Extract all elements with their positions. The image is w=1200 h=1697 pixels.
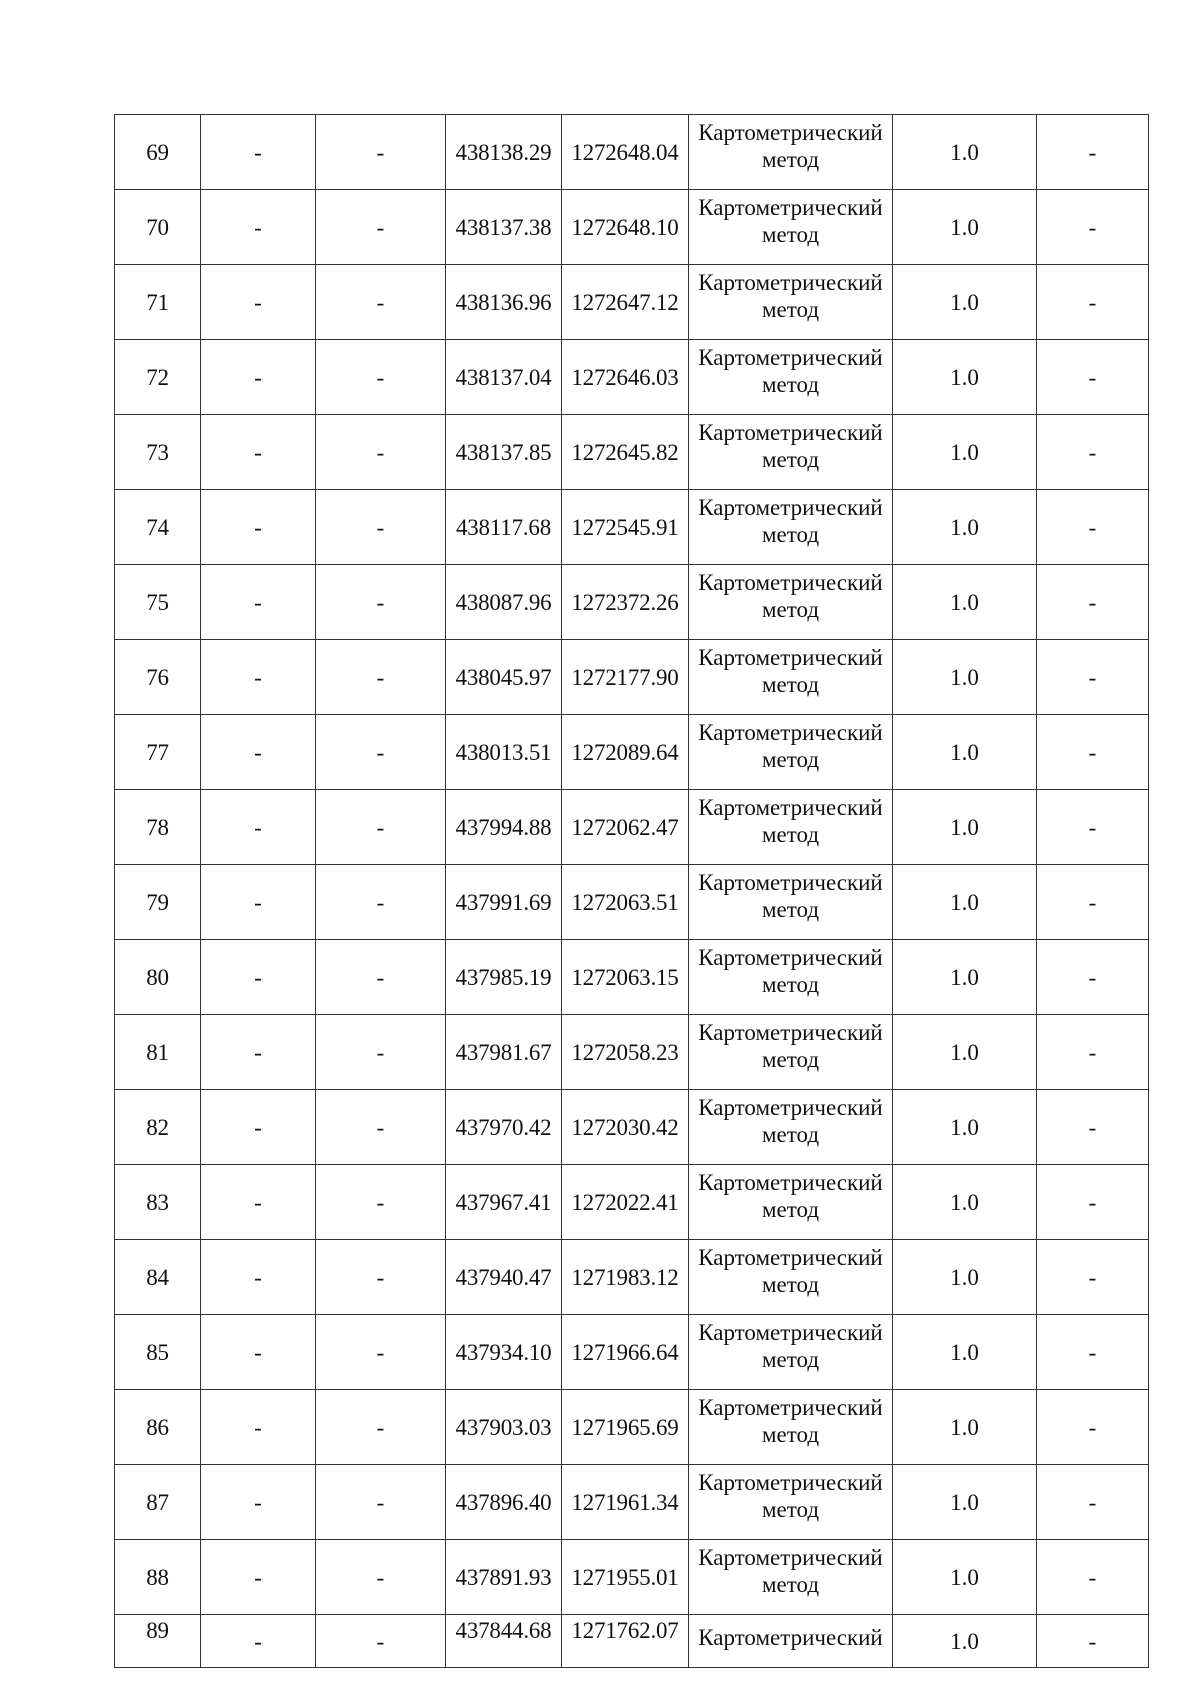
table-row <box>115 640 1149 715</box>
method-cell: Картометрический метод <box>689 1165 893 1240</box>
empty-col-1-cell: - <box>201 1465 316 1540</box>
method-cell: Картометрический метод <box>689 265 893 340</box>
y-coordinate-cell: 1272645.82 <box>562 415 689 490</box>
note-cell: - <box>1037 565 1149 640</box>
point-number-cell: 89 <box>115 1615 201 1668</box>
note-cell: - <box>1037 415 1149 490</box>
y-coordinate-cell: 1272648.04 <box>562 115 689 190</box>
accuracy-cell: 1.0 <box>893 115 1037 190</box>
y-coordinate-cell: 1272058.23 <box>562 1015 689 1090</box>
y-coordinate-cell: 1271965.69 <box>562 1390 689 1465</box>
empty-col-1-cell: - <box>201 790 316 865</box>
accuracy-cell: 1.0 <box>893 715 1037 790</box>
point-number-cell: 77 <box>115 715 201 790</box>
note-cell: - <box>1037 340 1149 415</box>
point-number-cell: 82 <box>115 1090 201 1165</box>
empty-col-2-cell: - <box>316 640 446 715</box>
x-coordinate-cell: 438045.97 <box>446 640 562 715</box>
x-coordinate-cell: 438117.68 <box>446 490 562 565</box>
x-coordinate-cell: 437891.93 <box>446 1540 562 1615</box>
table-row <box>115 490 1149 565</box>
table-row <box>115 115 1149 190</box>
method-cell: Картометрический метод <box>689 1540 893 1615</box>
note-cell: - <box>1037 190 1149 265</box>
method-cell: Картометрический метод <box>689 490 893 565</box>
empty-col-2-cell: - <box>316 1390 446 1465</box>
y-coordinate-cell: 1271966.64 <box>562 1315 689 1390</box>
y-coordinate-cell: 1272372.26 <box>562 565 689 640</box>
empty-col-2-cell: - <box>316 790 446 865</box>
x-coordinate-cell: 438138.29 <box>446 115 562 190</box>
accuracy-cell: 1.0 <box>893 940 1037 1015</box>
empty-col-2-cell: - <box>316 1090 446 1165</box>
empty-col-2-cell: - <box>316 865 446 940</box>
point-number-cell: 72 <box>115 340 201 415</box>
x-coordinate-cell: 438137.04 <box>446 340 562 415</box>
method-cell: Картометрический метод <box>689 1015 893 1090</box>
y-coordinate-cell: 1272089.64 <box>562 715 689 790</box>
method-cell: Картометрический метод <box>689 1240 893 1315</box>
table-row <box>115 265 1149 340</box>
x-coordinate-cell: 437981.67 <box>446 1015 562 1090</box>
empty-col-1-cell: - <box>201 940 316 1015</box>
accuracy-cell: 1.0 <box>893 415 1037 490</box>
method-cell: Картометрический метод <box>689 1465 893 1540</box>
point-number-cell: 73 <box>115 415 201 490</box>
empty-col-1-cell: - <box>201 1090 316 1165</box>
point-number-cell: 85 <box>115 1315 201 1390</box>
empty-col-1-cell: - <box>201 1315 316 1390</box>
empty-col-1-cell: - <box>201 340 316 415</box>
method-cell: Картометрический метод <box>689 1315 893 1390</box>
table-row <box>115 940 1149 1015</box>
y-coordinate-cell: 1272063.51 <box>562 865 689 940</box>
empty-col-1-cell: - <box>201 1015 316 1090</box>
table-row <box>115 1090 1149 1165</box>
y-coordinate-cell: 1271961.34 <box>562 1465 689 1540</box>
empty-col-2-cell: - <box>316 1315 446 1390</box>
point-number-cell: 88 <box>115 1540 201 1615</box>
point-number-cell: 84 <box>115 1240 201 1315</box>
empty-col-2-cell: - <box>316 1240 446 1315</box>
table-row <box>115 415 1149 490</box>
point-number-cell: 71 <box>115 265 201 340</box>
point-number-cell: 75 <box>115 565 201 640</box>
point-number-cell: 81 <box>115 1015 201 1090</box>
x-coordinate-cell: 437934.10 <box>446 1315 562 1390</box>
point-number-cell: 74 <box>115 490 201 565</box>
empty-col-2-cell: - <box>316 115 446 190</box>
note-cell: - <box>1037 640 1149 715</box>
accuracy-cell: 1.0 <box>893 640 1037 715</box>
empty-col-2-cell: - <box>316 415 446 490</box>
method-cell: Картометрический метод <box>689 790 893 865</box>
table-row <box>115 1390 1149 1465</box>
empty-col-1-cell: - <box>201 115 316 190</box>
x-coordinate-cell: 437985.19 <box>446 940 562 1015</box>
note-cell: - <box>1037 715 1149 790</box>
x-coordinate-cell: 438137.38 <box>446 190 562 265</box>
x-coordinate-cell: 437903.03 <box>446 1390 562 1465</box>
method-cell: Картометрический метод <box>689 115 893 190</box>
empty-col-2-cell: - <box>316 1165 446 1240</box>
x-coordinate-cell: 437991.69 <box>446 865 562 940</box>
y-coordinate-cell: 1271762.07 <box>562 1615 689 1668</box>
note-cell: - <box>1037 490 1149 565</box>
accuracy-cell: 1.0 <box>893 340 1037 415</box>
empty-col-2-cell: - <box>316 340 446 415</box>
x-coordinate-cell: 438137.85 <box>446 415 562 490</box>
empty-col-1-cell: - <box>201 715 316 790</box>
note-cell: - <box>1037 1240 1149 1315</box>
empty-col-1-cell: - <box>201 490 316 565</box>
empty-col-2-cell: - <box>316 490 446 565</box>
note-cell: - <box>1037 115 1149 190</box>
table-row <box>115 1315 1149 1390</box>
note-cell: - <box>1037 1540 1149 1615</box>
point-number-cell: 70 <box>115 190 201 265</box>
empty-col-1-cell: - <box>201 1615 316 1668</box>
empty-col-2-cell: - <box>316 715 446 790</box>
x-coordinate-cell: 437896.40 <box>446 1465 562 1540</box>
x-coordinate-cell: 437967.41 <box>446 1165 562 1240</box>
method-cell: Картометрический метод <box>689 340 893 415</box>
point-number-cell: 87 <box>115 1465 201 1540</box>
table-row <box>115 715 1149 790</box>
accuracy-cell: 1.0 <box>893 1540 1037 1615</box>
x-coordinate-cell: 438136.96 <box>446 265 562 340</box>
note-cell: - <box>1037 940 1149 1015</box>
table-row <box>115 340 1149 415</box>
empty-col-1-cell: - <box>201 865 316 940</box>
empty-col-1-cell: - <box>201 1165 316 1240</box>
table-row <box>115 1015 1149 1090</box>
x-coordinate-cell: 437844.68 <box>446 1615 562 1668</box>
empty-col-1-cell: - <box>201 1390 316 1465</box>
x-coordinate-cell: 438087.96 <box>446 565 562 640</box>
accuracy-cell: 1.0 <box>893 1615 1037 1668</box>
y-coordinate-cell: 1272063.15 <box>562 940 689 1015</box>
empty-col-2-cell: - <box>316 1465 446 1540</box>
note-cell: - <box>1037 1090 1149 1165</box>
note-cell: - <box>1037 1315 1149 1390</box>
empty-col-1-cell: - <box>201 415 316 490</box>
point-number-cell: 80 <box>115 940 201 1015</box>
method-cell: Картометрический <box>689 1615 893 1668</box>
table-row <box>115 565 1149 640</box>
table-body <box>115 115 1149 1668</box>
note-cell: - <box>1037 265 1149 340</box>
x-coordinate-cell: 437970.42 <box>446 1090 562 1165</box>
accuracy-cell: 1.0 <box>893 1240 1037 1315</box>
accuracy-cell: 1.0 <box>893 1315 1037 1390</box>
empty-col-2-cell: - <box>316 190 446 265</box>
table-row <box>115 190 1149 265</box>
point-number-cell: 79 <box>115 865 201 940</box>
y-coordinate-cell: 1271983.12 <box>562 1240 689 1315</box>
accuracy-cell: 1.0 <box>893 190 1037 265</box>
method-cell: Картометрический метод <box>689 640 893 715</box>
accuracy-cell: 1.0 <box>893 1015 1037 1090</box>
accuracy-cell: 1.0 <box>893 565 1037 640</box>
x-coordinate-cell: 437994.88 <box>446 790 562 865</box>
table-row <box>115 1540 1149 1615</box>
y-coordinate-cell: 1271955.01 <box>562 1540 689 1615</box>
table-row <box>115 1165 1149 1240</box>
table-row <box>115 1465 1149 1540</box>
note-cell: - <box>1037 1465 1149 1540</box>
note-cell: - <box>1037 1615 1149 1668</box>
method-cell: Картометрический метод <box>689 190 893 265</box>
empty-col-2-cell: - <box>316 1540 446 1615</box>
empty-col-1-cell: - <box>201 565 316 640</box>
y-coordinate-cell: 1272062.47 <box>562 790 689 865</box>
method-cell: Картометрический метод <box>689 940 893 1015</box>
point-number-cell: 76 <box>115 640 201 715</box>
accuracy-cell: 1.0 <box>893 865 1037 940</box>
x-coordinate-cell: 437940.47 <box>446 1240 562 1315</box>
accuracy-cell: 1.0 <box>893 1465 1037 1540</box>
table-row <box>115 1615 1149 1668</box>
y-coordinate-cell: 1272646.03 <box>562 340 689 415</box>
y-coordinate-cell: 1272647.12 <box>562 265 689 340</box>
method-cell: Картометрический метод <box>689 415 893 490</box>
table-row <box>115 1240 1149 1315</box>
empty-col-2-cell: - <box>316 265 446 340</box>
note-cell: - <box>1037 865 1149 940</box>
point-number-cell: 69 <box>115 115 201 190</box>
point-number-cell: 86 <box>115 1390 201 1465</box>
empty-col-1-cell: - <box>201 1540 316 1615</box>
note-cell: - <box>1037 1390 1149 1465</box>
x-coordinate-cell: 438013.51 <box>446 715 562 790</box>
method-cell: Картометрический метод <box>689 565 893 640</box>
empty-col-1-cell: - <box>201 265 316 340</box>
method-cell: Картометрический метод <box>689 1090 893 1165</box>
empty-col-2-cell: - <box>316 565 446 640</box>
y-coordinate-cell: 1272648.10 <box>562 190 689 265</box>
note-cell: - <box>1037 1015 1149 1090</box>
note-cell: - <box>1037 790 1149 865</box>
accuracy-cell: 1.0 <box>893 1165 1037 1240</box>
y-coordinate-cell: 1272545.91 <box>562 490 689 565</box>
accuracy-cell: 1.0 <box>893 1090 1037 1165</box>
empty-col-1-cell: - <box>201 1240 316 1315</box>
empty-col-2-cell: - <box>316 940 446 1015</box>
y-coordinate-cell: 1272030.42 <box>562 1090 689 1165</box>
accuracy-cell: 1.0 <box>893 265 1037 340</box>
point-number-cell: 78 <box>115 790 201 865</box>
table-row <box>115 790 1149 865</box>
coordinates-table <box>114 114 1149 1668</box>
empty-col-2-cell: - <box>316 1615 446 1668</box>
method-cell: Картометрический метод <box>689 715 893 790</box>
empty-col-1-cell: - <box>201 190 316 265</box>
note-cell: - <box>1037 1165 1149 1240</box>
method-cell: Картометрический метод <box>689 1390 893 1465</box>
y-coordinate-cell: 1272177.90 <box>562 640 689 715</box>
accuracy-cell: 1.0 <box>893 790 1037 865</box>
y-coordinate-cell: 1272022.41 <box>562 1165 689 1240</box>
accuracy-cell: 1.0 <box>893 1390 1037 1465</box>
empty-col-1-cell: - <box>201 640 316 715</box>
method-cell: Картометрический метод <box>689 865 893 940</box>
empty-col-2-cell: - <box>316 1015 446 1090</box>
point-number-cell: 83 <box>115 1165 201 1240</box>
accuracy-cell: 1.0 <box>893 490 1037 565</box>
table-row <box>115 865 1149 940</box>
